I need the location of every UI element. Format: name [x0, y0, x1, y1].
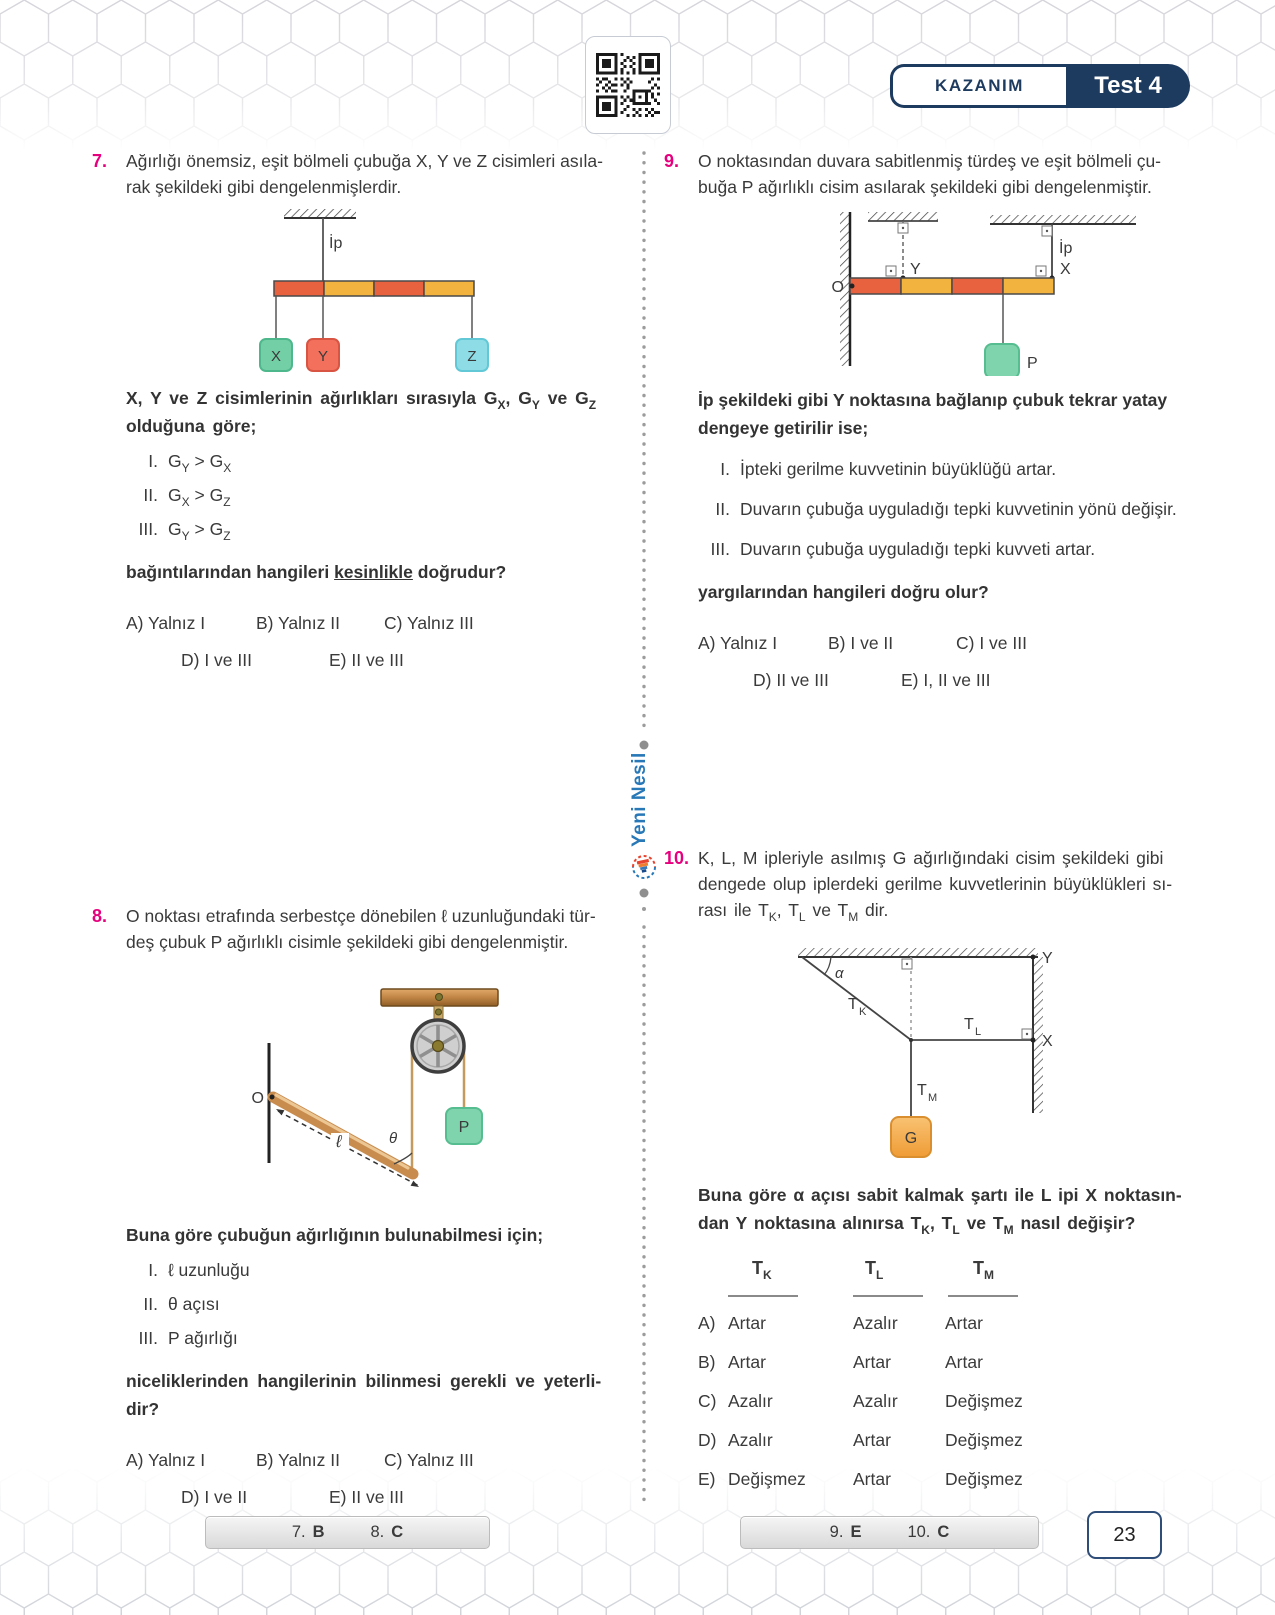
brand-logo-text: Yeni Nesil [629, 752, 650, 848]
option-a: A) Yalnız I [126, 1450, 206, 1470]
question-8-intro: O noktası etrafında serbestçe dönebilen ℓ uzunluğundaki tür- deş çubuk P ağırlıklı cisimle şekildeki gibi dengelenmiştir. [126, 906, 596, 952]
angle-label: θ [389, 1130, 398, 1147]
weight-label: P [1027, 355, 1038, 372]
divided-bar [850, 278, 1054, 294]
question-7-number: 7. [92, 151, 108, 171]
figure-q8-rod-pulley [126, 981, 611, 1201]
qr-code [585, 36, 671, 134]
option-row-d: D) Azalır Artar Değişmez [698, 1429, 1023, 1450]
question-7-stem: X, Y ve Z cisimlerinin ağırlıkları sırasıyla $G_X$, $G_Y$ ve $G_Z$ olduğuna göre; [126, 388, 597, 436]
question-8-closing: niceliklerinden hangilerinin bilinmesi gerekli ve yeterli- dir? [126, 1371, 602, 1419]
qr-code-image [596, 53, 660, 117]
block-g [891, 1117, 931, 1157]
statement-1: İpteki gerilme kuvvetinin büyüklüğü artar. [740, 459, 1057, 479]
figure-q10-ropes [698, 945, 1190, 1163]
rope-label: İp [329, 235, 343, 252]
statement-2: Duvarın çubuğa uyguladığı tepki kuvvetinin yönü değişir. [740, 499, 1177, 519]
point-x-label: X [1060, 261, 1071, 278]
answer-key-left [205, 1516, 490, 1549]
question-9-number: 9. [664, 151, 680, 171]
question-10 [654, 845, 1191, 1492]
question-10-number: 10. [664, 848, 690, 868]
question-8-stem: Buna göre çubuğun ağırlığının bulunabilmesi için; [126, 1225, 544, 1245]
ceiling-hatch [798, 948, 1038, 957]
statement-1: $G_Y > G_X$ [168, 451, 232, 475]
rope-label: İp [1059, 240, 1073, 257]
header-underlines [698, 1295, 1191, 1297]
statement-3: $G_Y > G_Z$ [168, 519, 231, 543]
block-x [260, 339, 292, 371]
block-y [307, 339, 339, 371]
divided-bar [274, 281, 474, 296]
ceiling-hatch [284, 209, 356, 218]
answer-entry: 9. E [829, 1523, 862, 1541]
ceiling-hatch-left [868, 212, 938, 221]
statement-1: ℓ uzunluğu [168, 1260, 250, 1280]
question-7: 7. Ağırlığı önemsiz, eşit bölmeli çubuğa X, Y ve Z cisimleri asıla- rak şekildeki gibi dengelenmişlerdir. İp X Y Z X, Y ve Z cisimlerinin ağırlıkları sırasıyla $G_X$, $G_Y$ ve $G_Z$ olduğuna göre; I. $G_Y > G_X$ II. $G_X > G_Z$ III. $G_Y > G_Z$ bağıntılarından hangileri kesinlikle doğrudur? A) Yalnız I B) Yalnız II C) Yalnız III D) I ve III E) II ve III [82, 148, 612, 673]
pivot-label: O [251, 1090, 264, 1107]
block-p [985, 344, 1019, 376]
brand-logo-icon [629, 852, 659, 882]
option-row-e: E) Değişmez Artar Değişmez [698, 1468, 1023, 1489]
answer-table-header: $T_K$ $T_L$ $T_M$ [752, 1258, 994, 1282]
option-b: B) Yalnız II [256, 613, 340, 633]
option-e: E) II ve III [329, 1487, 404, 1507]
option-d: D) I ve II [181, 1487, 248, 1507]
right-angle-mark [1036, 266, 1046, 276]
option-c: C) Yalnız III [384, 1450, 474, 1470]
ceiling-hatch-right [990, 215, 1136, 224]
answer-entry: 10. C [907, 1523, 950, 1541]
right-angle-mark [898, 223, 908, 233]
option-a: A) Yalnız I [126, 613, 206, 633]
option-row-a: A) Artar Azalır Artar [698, 1312, 983, 1333]
page-number: 23 [1087, 1511, 1162, 1559]
option-b: B) I ve II [828, 633, 894, 653]
question-8: 8. O noktası etrafında serbestçe dönebilen ℓ uzunluğundaki tür- deş çubuk P ağırlıklı cisimle şekildeki gibi dengelenmiştir. O ℓ θ P Buna göre çubuğun ağırlığının bulunabilmesi için; I. ℓ uzunluğu II. θ açısı III. P ağırlığı niceliklerinden hangilerinin bilinmesi gerekli ve yeterli- dir? A) Yalnız I B) Yalnız II C) Yalnız III D) I ve II E) II ve III [82, 903, 612, 1510]
statement-2: $G_X > G_Z$ [168, 485, 231, 509]
test-number-label: Test 4 [1066, 64, 1190, 108]
question-10-intro: K, L, M ipleriyle asılmış G ağırlığındaki cisim şekildeki gibi dengede olup iplerdeki gerilme kuvvetlerinin büyüklükleri sı- rası ile $T_K$, $T_L$ ve $T_M$ dir. [698, 848, 1173, 924]
svg-text:X: X [270, 348, 282, 365]
right-angle-mark [1042, 226, 1052, 236]
point-y-label: Y [1042, 950, 1053, 967]
alpha-label: α [835, 965, 844, 982]
option-e: E) I, II ve III [901, 670, 991, 690]
tension-l-label: T [964, 1016, 974, 1033]
right-angle-mark [902, 959, 912, 969]
point-x-label: X [1042, 1033, 1053, 1050]
question-10-stem: Buna göre α açısı sabit kalmak şartı ile L ipi X noktasın- dan Y noktasına alınırsa $T_K$, $T_L$ ve $T_M$ nasıl değişir? [698, 1185, 1182, 1237]
question-9-intro: O noktasından duvara sabitlenmiş türdeş ve eşit bölmeli çu- buğa P ağırlıklı cisim asılarak şekildeki gibi dengelenmiştir. [698, 151, 1162, 197]
alpha-arc [824, 957, 831, 975]
option-b: B) Yalnız II [256, 1450, 340, 1470]
question-7-closing: bağıntılarından hangileri kesinlikle doğrudur? [126, 562, 507, 582]
svg-text:P: P [458, 1119, 470, 1136]
question-9-closing: yargılarından hangileri doğru olur? [698, 582, 989, 602]
question-9-stem: İp şekildeki gibi Y noktasına bağlanıp çubuk tekrar yatay dengeye getirilir ise; [698, 390, 1168, 438]
option-row-c: C) Azalır Azalır Değişmez [698, 1390, 1023, 1411]
option-d: D) II ve III [753, 670, 829, 690]
option-row-b: B) Artar Artar Artar [698, 1351, 983, 1372]
option-a: A) Yalnız I [698, 633, 778, 653]
right-angle-mark [1022, 1029, 1032, 1039]
figure-q9-wall-bar [698, 204, 1190, 376]
svg-text:M: M [928, 1092, 938, 1104]
statement-3: Duvarın çubuğa uyguladığı tepki kuvveti artar. [740, 539, 1096, 559]
block-z [456, 339, 488, 371]
svg-text:G: G [904, 1130, 918, 1147]
question-9: 9. O noktasından duvara sabitlenmiş türdeş ve eşit bölmeli çu- buğa P ağırlıklı cisim asılarak şekildeki gibi dengelenmiştir. Y İp X O P İp şekildeki gibi Y noktasına bağlanıp çubuk tekrar yatay dengeye getirilir ise; I. İpteki gerilme kuvvetinin büyüklüğü artar. II. Duvarın çubuğa uyguladığı tepki kuvvetinin yönü değişir. III. Duvarın çubuğa uyguladığı tepki kuvveti artar. yargılarından hangileri doğru olur? A) Yalnız I B) I ve II C) I ve III D) II ve III E) I, II ve III [654, 148, 1191, 693]
question-7-intro: Ağırlığı önemsiz, eşit bölmeli çubuğa X, Y ve Z cisimleri asıla- rak şekildeki gibi dengelenmişlerdir. [126, 151, 603, 197]
right-angle-mark [886, 266, 896, 276]
option-c: C) I ve III [956, 633, 1027, 653]
length-label: ℓ [336, 1132, 342, 1151]
answer-entry: 8. C [370, 1523, 404, 1541]
statement-2: θ açısı [168, 1294, 220, 1314]
point-y-label: Y [910, 261, 921, 278]
tension-k-label: T [848, 996, 858, 1013]
pivot-label: O [831, 279, 844, 296]
test-badge [890, 64, 1190, 108]
kazanim-label: KAZANIM [890, 64, 1066, 108]
question-8-number: 8. [92, 906, 108, 926]
svg-text:Z: Z [467, 348, 477, 365]
figure-q7-balanced-bar [126, 204, 611, 374]
option-e: E) II ve III [329, 650, 404, 670]
svg-text:Y: Y [317, 348, 329, 365]
option-d: D) I ve III [181, 650, 252, 670]
tension-m-label: T [917, 1082, 927, 1099]
svg-text:K: K [859, 1006, 867, 1018]
answer-key-right [740, 1516, 1039, 1549]
statement-3: P ağırlığı [168, 1328, 238, 1348]
answer-entry: 7. B [291, 1523, 325, 1541]
block-p [446, 1108, 482, 1144]
svg-text:L: L [975, 1026, 982, 1038]
option-c: C) Yalnız III [384, 613, 474, 633]
pulley [412, 1020, 464, 1072]
